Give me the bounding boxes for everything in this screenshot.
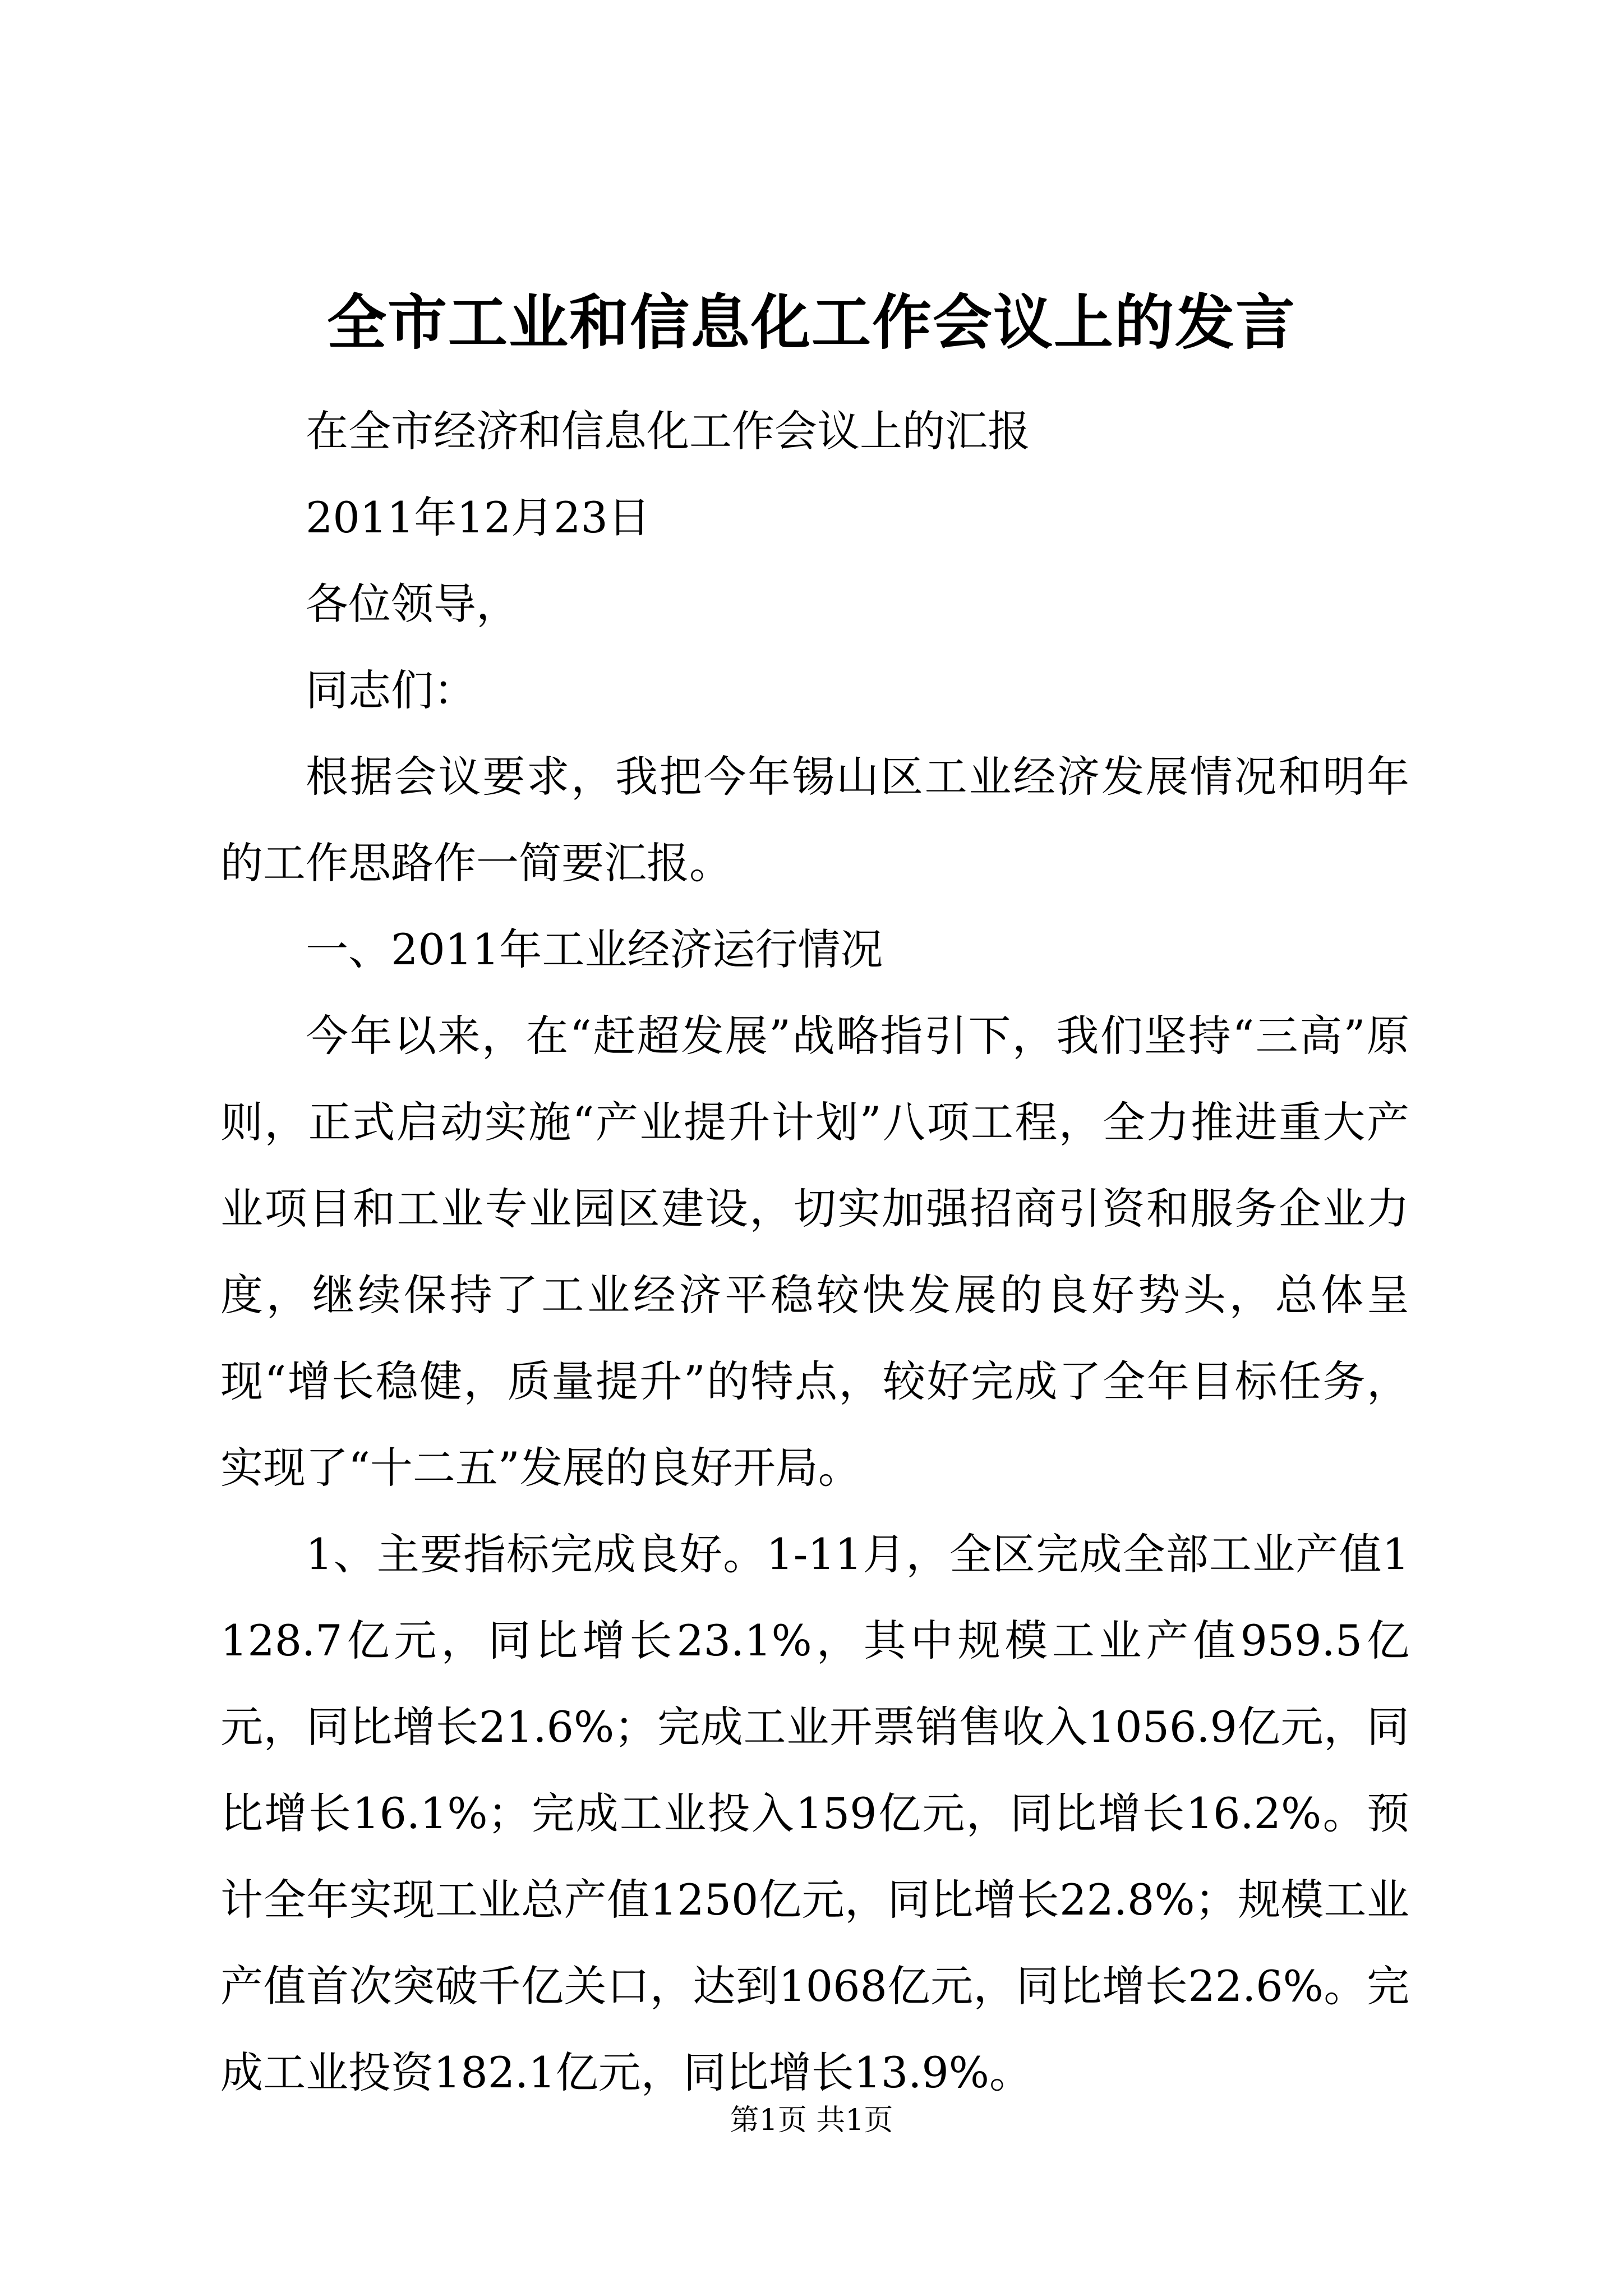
paragraph-indicators: 1、主要指标完成良好。1-11月，全区完成全部工业产值1128.7亿元，同比增长23.1%，其中规模工业产值959.5亿元，同比增长21.6%；完成工业开票销售收入1056.9亿元，同比增长16.1%；完成工业投入159亿元，同比增长16.2%。预计全年实现工业总产值1250亿元，同比增长22.8%；规模工业产值首次突破千亿关口，达到1068亿元，同比增长22.6%。完成工业投资182.1亿元，同比增长13.9%。 [220, 1529, 1409, 2097]
document-body [220, 388, 1409, 2116]
paragraph-intro: 根据会议要求，我把今年锡山区工业经济发展情况和明年的工作思路作一简要汇报。 [220, 752, 1409, 888]
paragraph-date: 2011年12月23日 [306, 493, 651, 542]
page-footer: 第1页 共1页 [730, 2104, 893, 2137]
document-title: 全市工业和信息化工作会议上的发言 [327, 287, 1296, 357]
paragraph-salutation-leaders: 各位领导， [306, 579, 519, 629]
paragraph-overview: 今年以来，在“赶超发展”战略指引下，我们坚持“三高”原则，正式启动实施“产业提升计划”八项工程，全力推进重大产业项目和工业专业园区建设，切实加强招商引资和服务企业力度，继续保持了工业经济平稳较快发展的良好势头，总体呈现“增长稳健，质量提升”的特点，较好完成了全年目标任务，实现了“十二五”发展的良好开局。 [220, 1011, 1409, 1493]
paragraph-report-subtitle: 在全市经济和信息化工作会议上的汇报 [306, 406, 1030, 456]
paragraph-section-heading: 一、2011年工业经济运行情况 [306, 924, 883, 974]
paragraph-salutation-comrades: 同志们： [306, 665, 476, 715]
